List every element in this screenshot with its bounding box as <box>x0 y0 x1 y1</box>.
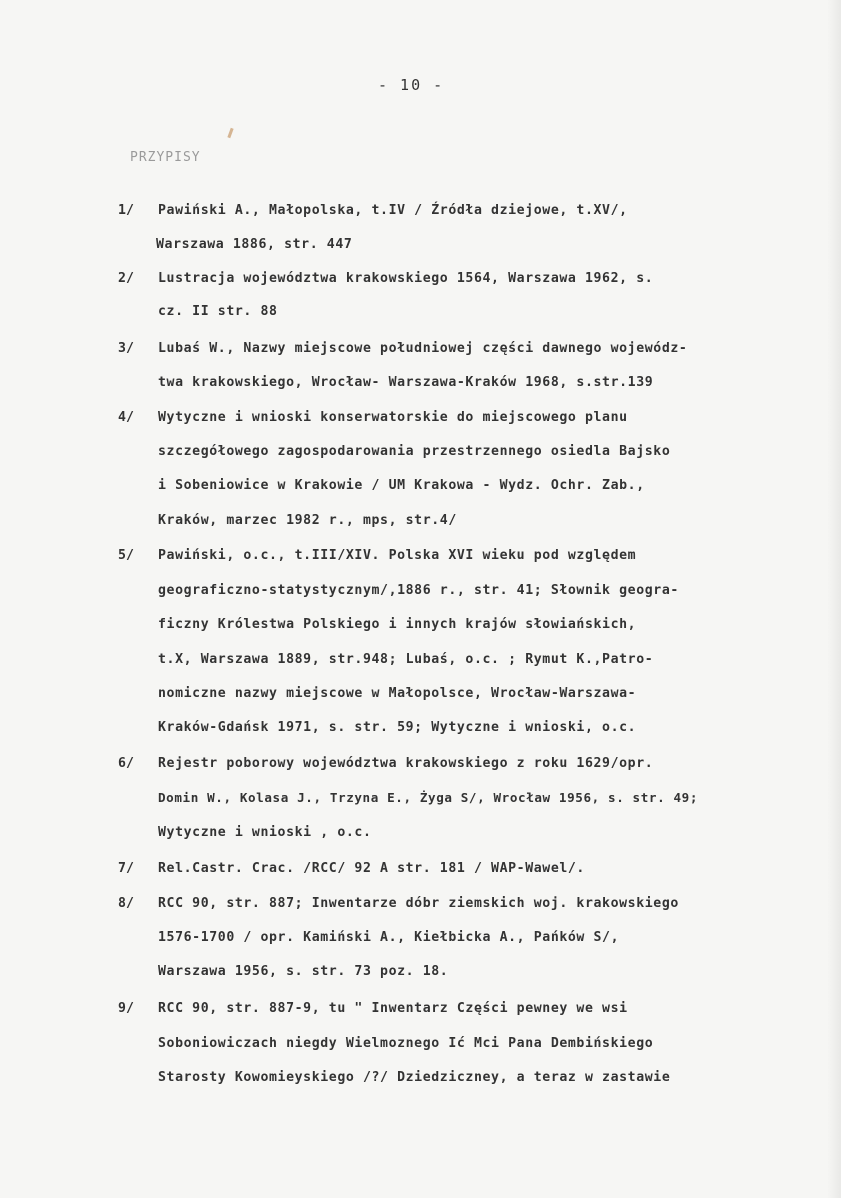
page-edge-shadow <box>827 0 841 1198</box>
footnote-line: szczegółowego zagospodarowania przestrzennego osiedla Bajsko <box>158 444 671 459</box>
footnote-line: Wytyczne i wnioski konserwatorskie do miejscowego planu <box>158 410 628 425</box>
section-heading: PRZYPISY <box>130 150 201 165</box>
footnote-line: Warszawa 1956, s. str. 73 poz. 18. <box>158 964 449 979</box>
footnote-number: 4/ <box>118 410 134 425</box>
footnote-number: 1/ <box>118 203 134 218</box>
footnote-number: 6/ <box>118 756 134 771</box>
footnote-line: RCC 90, str. 887; Inwentarze dóbr ziemskich woj. krakowskiego <box>158 896 679 911</box>
footnote-number: 7/ <box>118 861 134 876</box>
pencil-mark <box>227 128 233 138</box>
footnote-line: i Sobeniowice w Krakowie / UM Krakowa - Wydz. Ochr. Zab., <box>158 478 645 493</box>
footnote-line: t.X, Warszawa 1889, str.948; Lubaś, o.c. ; Rymut K.,Patro- <box>158 652 654 667</box>
footnote-line: Pawiński, o.c., t.III/XIV. Polska XVI wieku pod względem <box>158 548 637 563</box>
footnote-line: ficzny Królestwa Polskiego i innych krajów słowiańskich, <box>158 617 637 632</box>
footnote-line: Starosty Kowomieyskiego /?/ Dziedziczney, a teraz w zastawie <box>158 1070 671 1085</box>
footnote-line: Kraków, marzec 1982 r., mps, str.4/ <box>158 513 457 528</box>
footnote-line: Rejestr poborowy województwa krakowskiego z roku 1629/opr. <box>158 756 654 771</box>
footnote-line: RCC 90, str. 887-9, tu " Inwentarz Części pewney we wsi <box>158 1001 628 1016</box>
footnote-line: Warszawa 1886, str. 447 <box>156 237 353 252</box>
footnote-number: 5/ <box>118 548 134 563</box>
footnote-number: 2/ <box>118 271 134 286</box>
footnote-line: Lustracja województwa krakowskiego 1564, Warszawa 1962, s. <box>158 271 654 286</box>
footnote-line: Domin W., Kolasa J., Trzyna E., Żyga S/, Wrocław 1956, s. str. 49; <box>158 790 699 805</box>
footnote-number: 9/ <box>118 1001 134 1016</box>
footnote-line: geograficzno-statystycznym/,1886 r., str. 41; Słownik geogra- <box>158 583 679 598</box>
footnote-line: Rel.Castr. Crac. /RCC/ 92 A str. 181 / WAP-Wawel/. <box>158 861 585 876</box>
footnote-line: Soboniowiczach niegdy Wielmoznego Ić Mci Pana Dembińskiego <box>158 1036 654 1051</box>
footnote-line: nomiczne nazwy miejscowe w Małopolsce, Wrocław-Warszawa- <box>158 686 637 701</box>
footnote-line: twa krakowskiego, Wrocław- Warszawa-Kraków 1968, s.str.139 <box>158 375 654 390</box>
footnote-number: 3/ <box>118 341 134 356</box>
page-number: - 10 - <box>378 76 445 94</box>
footnote-line: Wytyczne i wnioski , o.c. <box>158 825 372 840</box>
footnote-number: 8/ <box>118 896 134 911</box>
footnote-line: Kraków-Gdańsk 1971, s. str. 59; Wytyczne i wnioski, o.c. <box>158 720 637 735</box>
footnote-line: 1576-1700 / opr. Kamiński A., Kiełbicka A., Pańków S/, <box>158 930 620 945</box>
footnote-line: Pawiński A., Małopolska, t.IV / Źródła dziejowe, t.XV/, <box>158 203 628 218</box>
footnote-line: Lubaś W., Nazwy miejscowe południowej części dawnego wojewódz- <box>158 341 688 356</box>
footnote-line: cz. II str. 88 <box>158 304 278 319</box>
